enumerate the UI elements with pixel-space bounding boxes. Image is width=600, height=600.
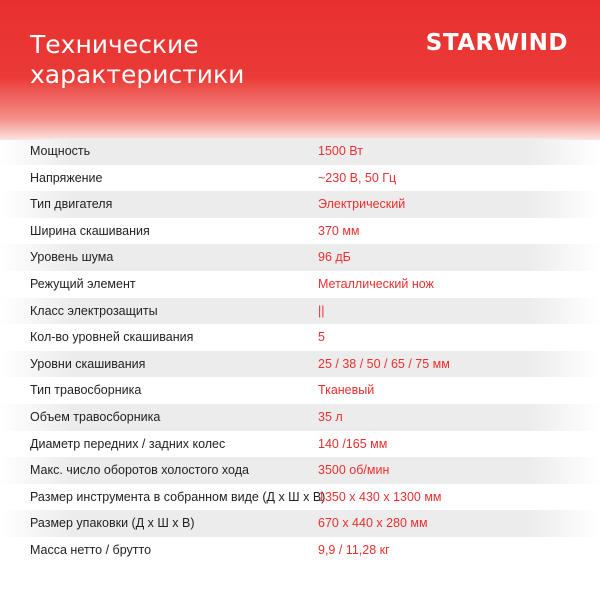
spec-value: 1500 Вт <box>318 144 363 158</box>
spec-name: Тип травосборника <box>30 383 142 398</box>
spec-name: Режущий элемент <box>30 276 136 291</box>
spec-row <box>0 431 600 458</box>
spec-name: Ширина скашивания <box>30 223 150 238</box>
spec-row <box>0 537 600 564</box>
spec-row <box>0 138 600 165</box>
page-title-line-1: Технические <box>30 30 199 59</box>
spec-value: 3500 об/мин <box>318 463 390 478</box>
spec-row <box>0 351 600 378</box>
spec-name: Масса нетто / брутто <box>30 542 152 557</box>
spec-row <box>0 457 600 484</box>
spec-value: 9,9 / 11,28 кг <box>318 542 390 557</box>
spec-name: Тип двигателя <box>30 197 113 212</box>
spec-name: Уровни скашивания <box>30 356 146 371</box>
spec-value: 96 дБ <box>318 250 351 265</box>
spec-value: Металлический нож <box>318 276 434 291</box>
spec-name: Объем травосборника <box>30 409 161 424</box>
spec-value: || <box>318 303 325 318</box>
spec-row <box>0 218 600 245</box>
spec-value: 670 х 440 х 280 мм <box>318 516 428 531</box>
page-title <box>30 30 390 90</box>
spec-row <box>0 165 600 192</box>
page-title-line-2: характеристики <box>30 60 245 89</box>
spec-name: Диаметр передних / задних колес <box>30 436 226 451</box>
spec-row <box>0 298 600 325</box>
spec-row <box>0 510 600 537</box>
spec-value: Тканевый <box>318 383 375 398</box>
spec-name: Класс электрозащиты <box>30 303 158 318</box>
spec-value: 25 / 38 / 50 / 65 / 75 мм <box>318 356 450 371</box>
spec-row <box>0 244 600 271</box>
spec-row <box>0 404 600 431</box>
spec-value: 35 л <box>318 409 343 424</box>
spec-value: Электрический <box>318 197 406 212</box>
spec-value: 370 мм <box>318 223 360 238</box>
spec-name: Мощность <box>30 144 91 158</box>
spec-name: Макс. число оборотов холостого хода <box>30 463 249 478</box>
brand-logo: STARWIND <box>425 30 568 56</box>
spec-row <box>0 324 600 351</box>
spec-value: ~230 В, 50 Гц <box>318 170 397 185</box>
spec-name: Размер упаковки (Д х Ш х В) <box>30 516 195 531</box>
spec-name: Кол-во уровней скашивания <box>30 330 194 345</box>
spec-name: Уровень шума <box>30 250 114 265</box>
spec-table <box>0 138 600 564</box>
spec-name: Размер инструмента в собранном виде (Д х Ш х В) <box>30 489 326 504</box>
header-banner <box>0 0 600 140</box>
spec-row <box>0 191 600 218</box>
spec-value: 5 <box>318 330 325 345</box>
spec-row <box>0 484 600 511</box>
spec-value: 1350 х 430 х 1300 мм <box>318 489 442 504</box>
spec-row <box>0 377 600 404</box>
spec-value: 140 /165 мм <box>318 436 388 451</box>
spec-name: Напряжение <box>30 170 103 185</box>
spec-row <box>0 271 600 298</box>
